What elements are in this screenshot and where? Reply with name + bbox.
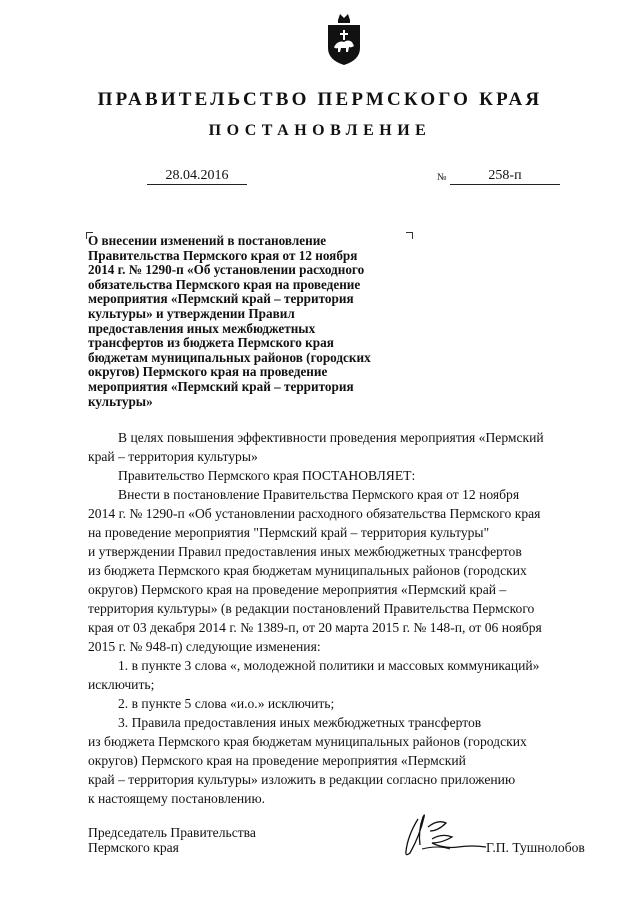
amendment-paragraph	[88, 485, 601, 656]
subject-line: бюджетам муниципальных районов (городских	[88, 349, 371, 365]
document-body	[88, 428, 601, 808]
subject-line: Правительства Пермского края от 12 ноября	[88, 247, 358, 263]
body-line: на проведение мероприятия "Пермский край – территория культуры"	[88, 525, 490, 540]
body-line: 1. в пункте 3 слова «, молодежной политики и массовых коммуникаций»	[118, 658, 540, 673]
subject-line: трансфертов из бюджета Пермского края	[88, 335, 334, 351]
handwritten-signature	[398, 805, 488, 865]
signer-position	[88, 825, 256, 855]
body-line: из бюджета Пермского края бюджетам муниципальных районов (городских	[88, 734, 527, 749]
body-line: Правительство Пермского края ПОСТАНОВЛЯЕТ:	[118, 468, 416, 483]
document-number: 258-п	[450, 168, 560, 185]
item-1	[88, 656, 601, 694]
item-3	[88, 713, 601, 808]
body-line: Внести в постановление Правительства Пермского края от 12 ноября	[118, 487, 520, 502]
document-type: ПОСТАНОВЛЕНИЕ	[208, 122, 432, 139]
organization-title: ПРАВИТЕЛЬСТВО ПЕРМСКОГО КРАЯ	[97, 89, 543, 110]
number-sign: №	[437, 172, 447, 183]
signer-position-line: Пермского края	[88, 840, 179, 855]
signer-position-line: Председатель Правительства	[88, 825, 256, 840]
document-date: 28.04.2016	[147, 168, 247, 185]
body-line: 2014 г. № 1290-п «Об установлении расходного обязательства Пермского края	[88, 506, 541, 521]
body-line: край – территория культуры» изложить в редакции согласно приложению	[88, 772, 516, 787]
coat-of-arms-icon	[326, 12, 362, 66]
item-2	[88, 694, 601, 713]
subject-line: предоставления иных межбюджетных	[88, 320, 316, 336]
subject-line: культуры» и утверждении Правил	[88, 305, 295, 321]
preamble-paragraph	[88, 428, 601, 466]
body-line: края от 03 декабря 2014 г. № 1389-п, от 20 марта 2015 г. № 148-п, от 06 ноября	[88, 620, 542, 635]
signer-name: Г.П. Тушнолобов	[486, 840, 585, 855]
body-line: округов) Пермского края на проведение мероприятия «Пермский край –	[88, 582, 507, 597]
subject-line: мероприятия «Пермский край – территория	[88, 378, 354, 394]
subject-line: О внесении изменений в постановление	[88, 233, 327, 248]
subject-line: мероприятия «Пермский край – территория	[88, 291, 354, 307]
subject-line: 2014 г. № 1290-п «Об установлении расходного	[88, 262, 365, 278]
body-line: к настоящему постановлению.	[88, 791, 266, 806]
body-line: 2015 г. № 948-п) следующие изменения:	[88, 639, 321, 654]
body-line: округов) Пермского края на проведение мероприятия «Пермский	[88, 753, 466, 768]
subject-line: округов) Пермского края на проведение	[88, 364, 328, 380]
body-line: В целях повышения эффективности проведения мероприятия «Пермский	[118, 430, 544, 445]
resolution-paragraph	[88, 466, 601, 485]
body-line: исключить;	[88, 677, 155, 692]
body-line: 2. в пункте 5 слова «и.о.» исключить;	[118, 696, 335, 711]
subject-line: обязательства Пермского края на проведение	[88, 276, 361, 292]
body-line: территория культуры» (в редакции постановлений Правительства Пермского	[88, 601, 535, 616]
body-line: 3. Правила предоставления иных межбюджетных трансфертов	[118, 715, 482, 730]
body-line: из бюджета Пермского края бюджетам муниципальных районов (городских	[88, 563, 527, 578]
document-subject	[88, 234, 418, 409]
body-line: и утверждении Правил предоставления иных межбюджетных трансфертов	[88, 544, 522, 559]
body-line: край – территория культуры»	[88, 449, 258, 464]
subject-line: культуры»	[88, 393, 153, 409]
